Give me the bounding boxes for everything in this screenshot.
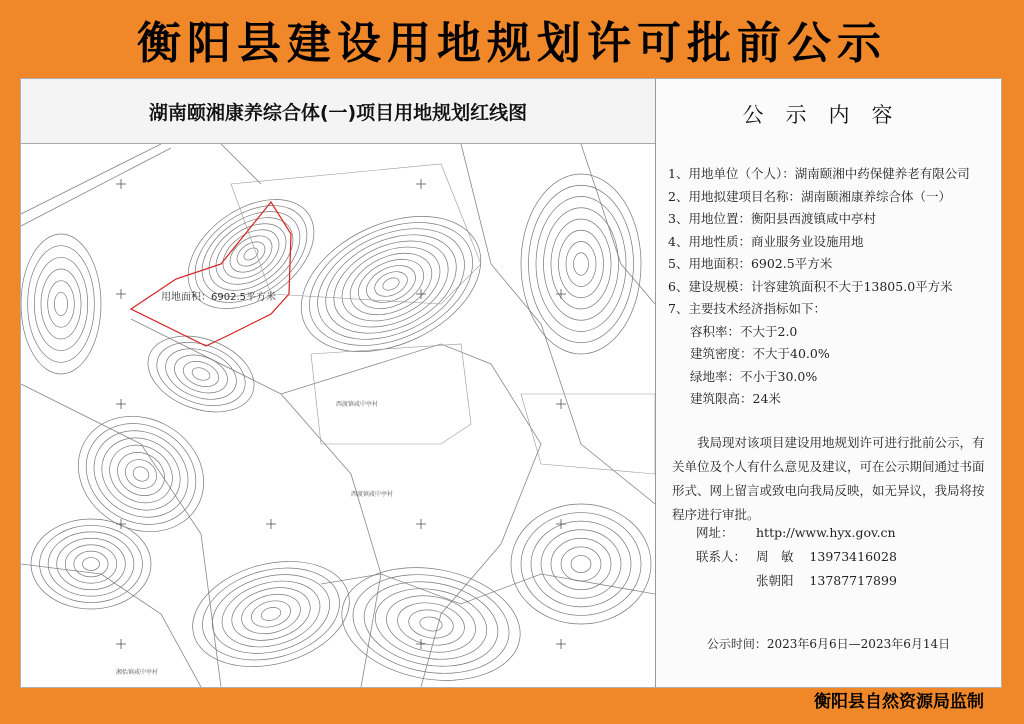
topographic-map <box>21 144 655 687</box>
contact-phone: 13787717899 <box>809 573 897 588</box>
notice-period: 公示时间：2023年6月6日—2023年6月14日 <box>706 637 951 651</box>
contact-name: 周 敏 <box>756 549 794 564</box>
map-panel <box>21 79 656 687</box>
indicator-item: 建筑限高：24米 <box>690 391 781 406</box>
header-bar <box>0 0 1024 78</box>
map-place-label: 湘怡镇咸中亭村 <box>116 669 159 676</box>
contact-row <box>696 569 996 593</box>
info-item: 1、用地单位（个人）：湖南颐湘中药保健养老有限公司 <box>668 166 970 181</box>
map-title-strip <box>21 79 655 144</box>
info-item: 2、用地拟建项目名称：湖南颐湘康养综合体（一） <box>668 188 951 204</box>
contact-phone: 13973416028 <box>809 549 897 564</box>
info-item: 6、建设规模：计容建筑面积不大于13805.0平方米 <box>668 278 953 294</box>
info-panel <box>656 79 1001 687</box>
supervisor-footer: 衡阳县自然资源局监制 <box>814 692 984 712</box>
info-item: 4、用地性质：商业服务业设施用地 <box>668 233 864 249</box>
indicator-item: 绿地率：不小于30.0% <box>690 368 818 384</box>
page-title: 衡阳县建设用地规划许可批前公示 <box>137 18 887 69</box>
map-place-label: 西渡镇咸中亭村 <box>336 401 379 408</box>
info-item: 7、主要技术经济指标如下： <box>668 301 826 316</box>
contact-name: 张朝阳 <box>756 573 794 588</box>
info-item: 3、用地位置：衡阳县西渡镇咸中亭村 <box>668 211 876 226</box>
site-area-label: 用地面积：6902.5平方米 <box>161 292 276 303</box>
notice-board <box>20 78 1002 688</box>
info-list <box>668 163 998 411</box>
map-title: 湖南颐湘康养综合体(一)项目用地规划红线图 <box>148 101 528 124</box>
info-heading: 公示内容 <box>742 103 915 127</box>
contact-label: 联系人： <box>696 549 747 564</box>
map-place-label: 西渡镇咸中亭村 <box>351 491 394 498</box>
contact-row <box>696 545 996 569</box>
indicator-item: 容积率：不大于2.0 <box>690 323 798 339</box>
website-label: 网址： <box>696 525 734 540</box>
contact-block <box>696 521 996 593</box>
notice-paragraph: 我局现对该项目建设用地规划许可进行批前公示，有关单位及个人有什么意见及建议，可在公示期间通过书面形式、网上留言或致电向我局反映，如无异议，我局将按程序进行审批。 <box>672 435 985 522</box>
info-item: 5、用地面积：6902.5平方米 <box>668 256 833 271</box>
indicator-item: 建筑密度：不大于40.0% <box>690 346 830 361</box>
website-link[interactable]: http://www.hyx.gov.cn <box>756 525 896 540</box>
website-row <box>696 521 996 545</box>
